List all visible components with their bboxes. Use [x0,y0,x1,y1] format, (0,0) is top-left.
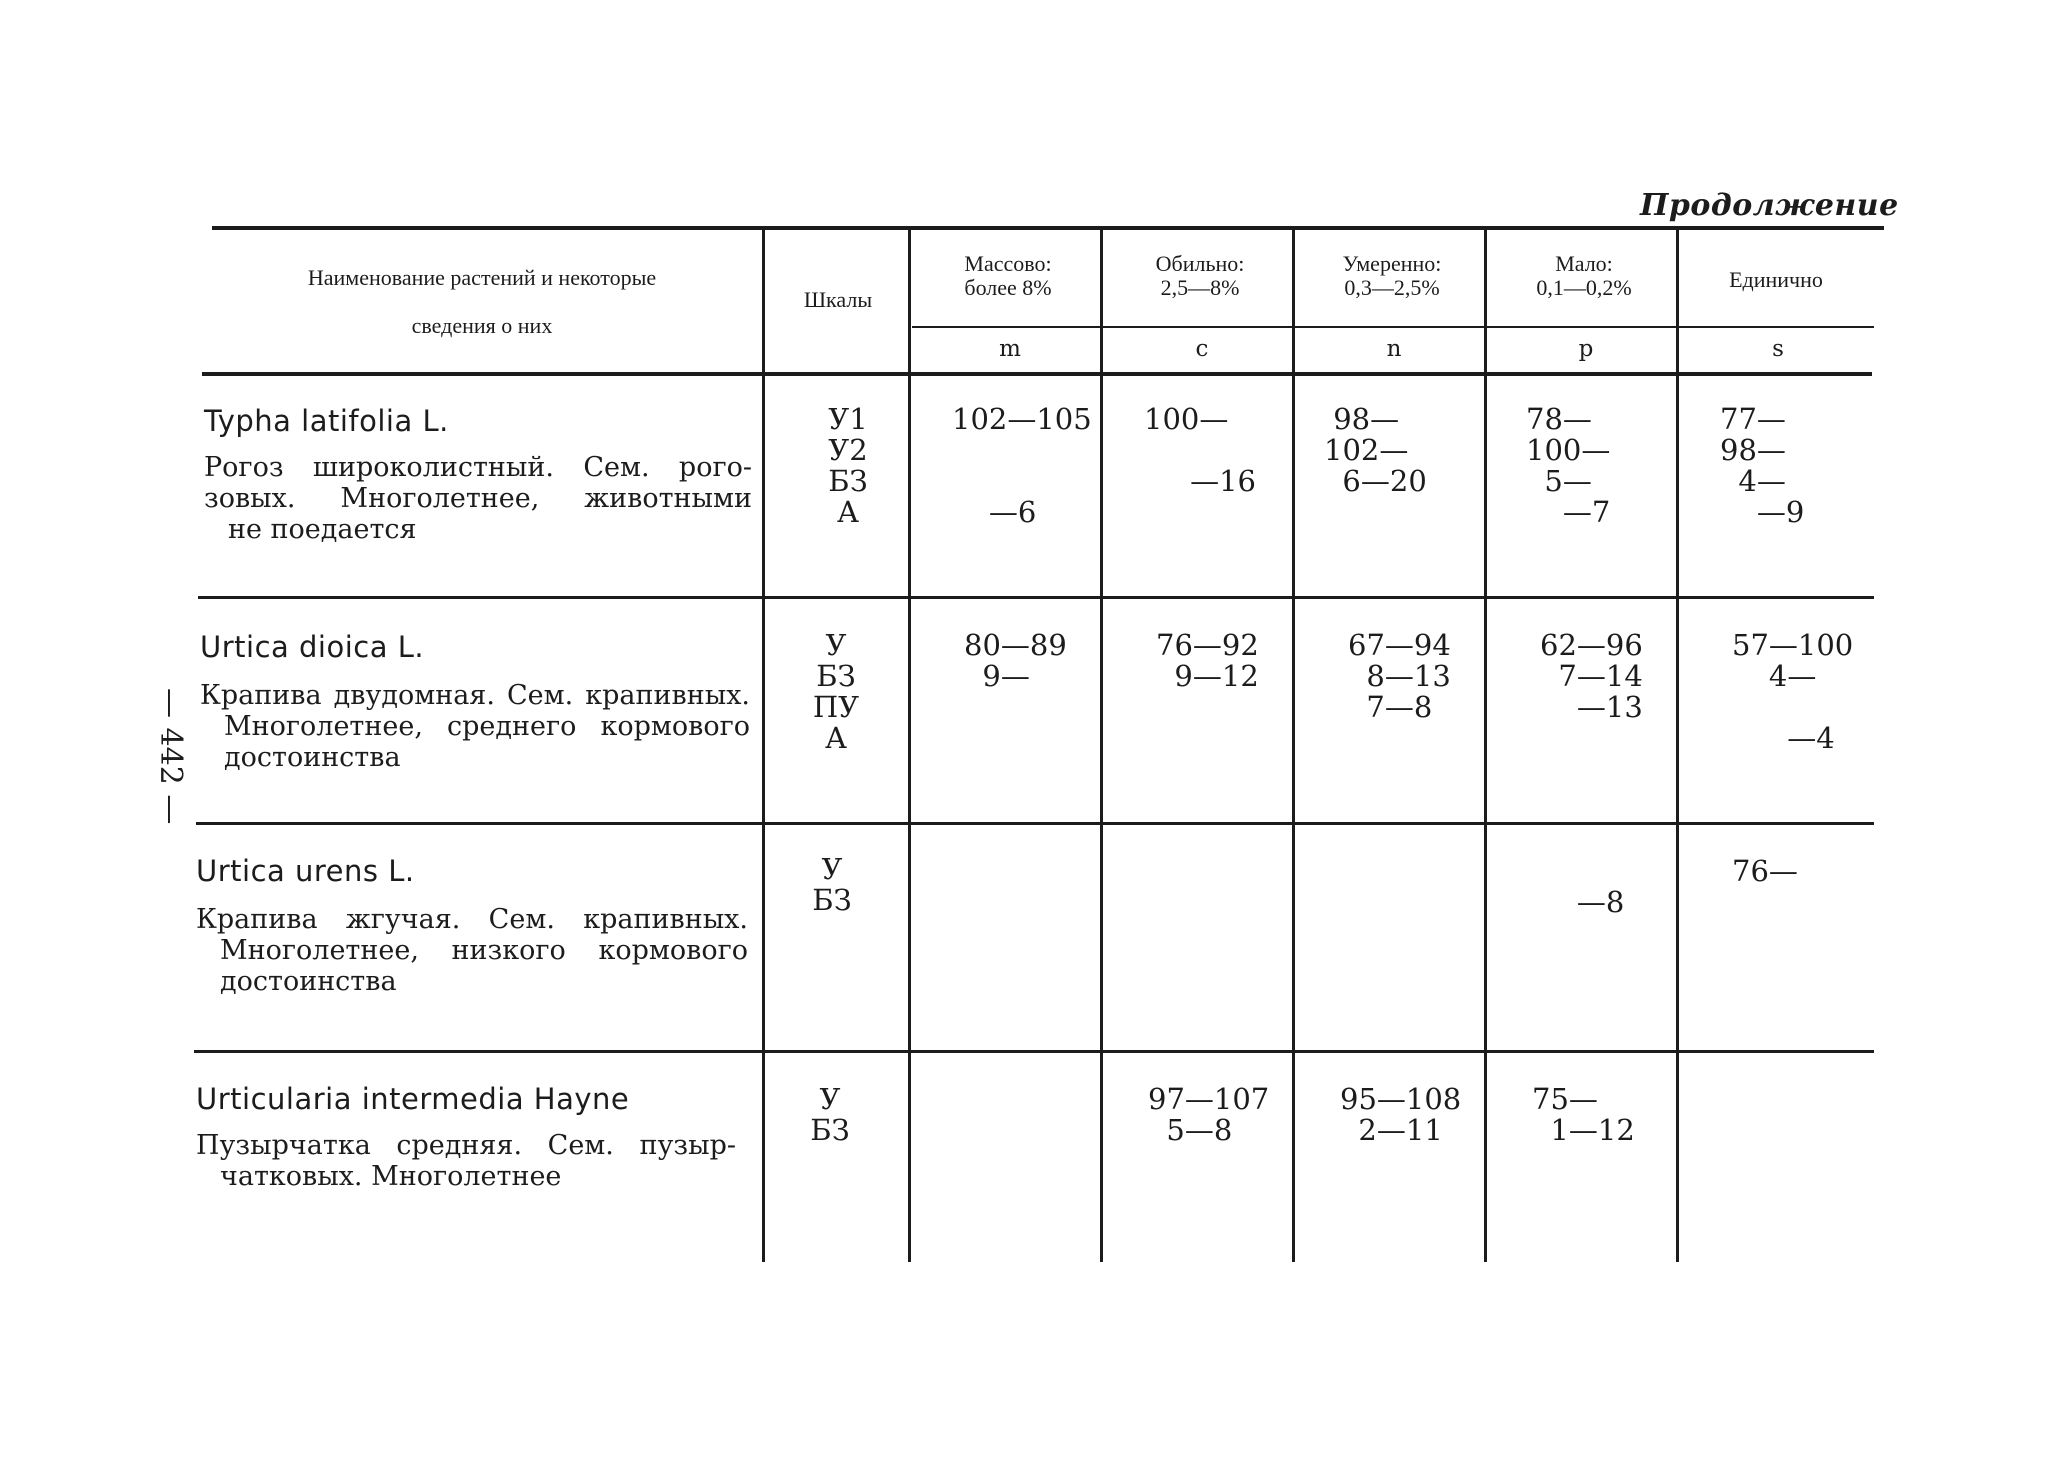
plant-latin-name: Urtica urens L. [196,854,415,888]
plant-description: Рогоз широколистный. Сем. рого- зовых. Многолетнее, животными не поедается [204,452,752,545]
scale-codes: У БЗ ПУ А [812,628,860,755]
col-line-m [908,230,911,1262]
cell-p: —8 [1576,885,1625,919]
header-abundance-p: Мало: 0,1—0,2% [1536,251,1632,300]
scale-codes: У БЗ [810,1082,850,1147]
cell-m: 80—89 9— [964,628,1067,693]
col-line-n [1292,230,1295,1262]
header-abundance-s: Единично [1729,267,1823,292]
cell-s: 57—100 4— —4 [1732,628,1854,755]
row-divider-2 [196,822,1874,825]
header-name-line2: сведения о них [411,313,553,338]
row-divider-3 [194,1050,1874,1053]
cell-s: 77— 98— 4— —9 [1720,402,1805,529]
header-abundance-n: Умеренно: 0,3—2,5% [1342,251,1442,300]
header-name-column [212,254,752,350]
header-code-p: p [1578,336,1594,362]
col-line-scales [762,230,765,1262]
cell-p: 62—96 7—14 —13 [1540,628,1643,724]
scale-codes: У БЗ [812,852,852,917]
header-name-line1: Наименование растений и некоторые [307,265,657,290]
header-sub-rule [912,326,1874,328]
header-code-s: s [1772,336,1784,362]
header-code-n: n [1386,336,1402,362]
header-bottom-rule [202,372,1872,376]
plant-description: Крапива двудомная. Сем. крапивных. Многолетнее, среднего кормового достоинства [200,680,750,773]
header-abundance-c: Обильно: 2,5—8% [1155,251,1245,300]
cell-s: 76— [1732,854,1798,888]
cell-p: 75— 1—12 [1532,1082,1635,1147]
header-code-c: c [1195,336,1209,362]
col-line-s [1676,230,1679,1262]
cell-m: 102—105 —6 [952,402,1092,529]
header-abundance-m: Массово: более 8% [964,251,1052,300]
cell-n: 95—108 2—11 [1340,1082,1462,1147]
cell-c: 76—92 9—12 [1156,628,1259,693]
plant-latin-name: Urtica dioica L. [200,630,425,664]
page-number: — 442 — [153,688,188,825]
plant-latin-name: Typha latifolia L. [204,404,449,438]
header-scales: Шкалы [803,287,873,312]
plant-description: Пузырчатка средняя. Сем. пузыр- чатковых. Многолетнее [196,1130,736,1192]
cell-n: 67—94 8—13 7—8 [1348,628,1451,724]
col-line-p [1484,230,1487,1262]
plant-latin-name: Urticularia intermedia Hayne [196,1082,630,1116]
plant-description: Крапива жгучая. Сем. крапивных. Многолетнее, низкого кормового достоинства [196,904,748,997]
cell-c: 97—107 5—8 [1148,1082,1270,1147]
header-code-m: m [999,336,1021,362]
table-top-rule [212,226,1884,230]
cell-c: 100— —16 [1144,402,1256,498]
col-line-c [1100,230,1103,1262]
cell-p: 78— 100— 5— —7 [1526,402,1611,529]
continuation-label: Продолжение [1640,188,1899,223]
cell-n: 98— 102— 6—20 [1324,402,1427,498]
scale-codes: У1 У2 БЗ А [828,402,868,529]
row-divider-1 [198,596,1874,599]
